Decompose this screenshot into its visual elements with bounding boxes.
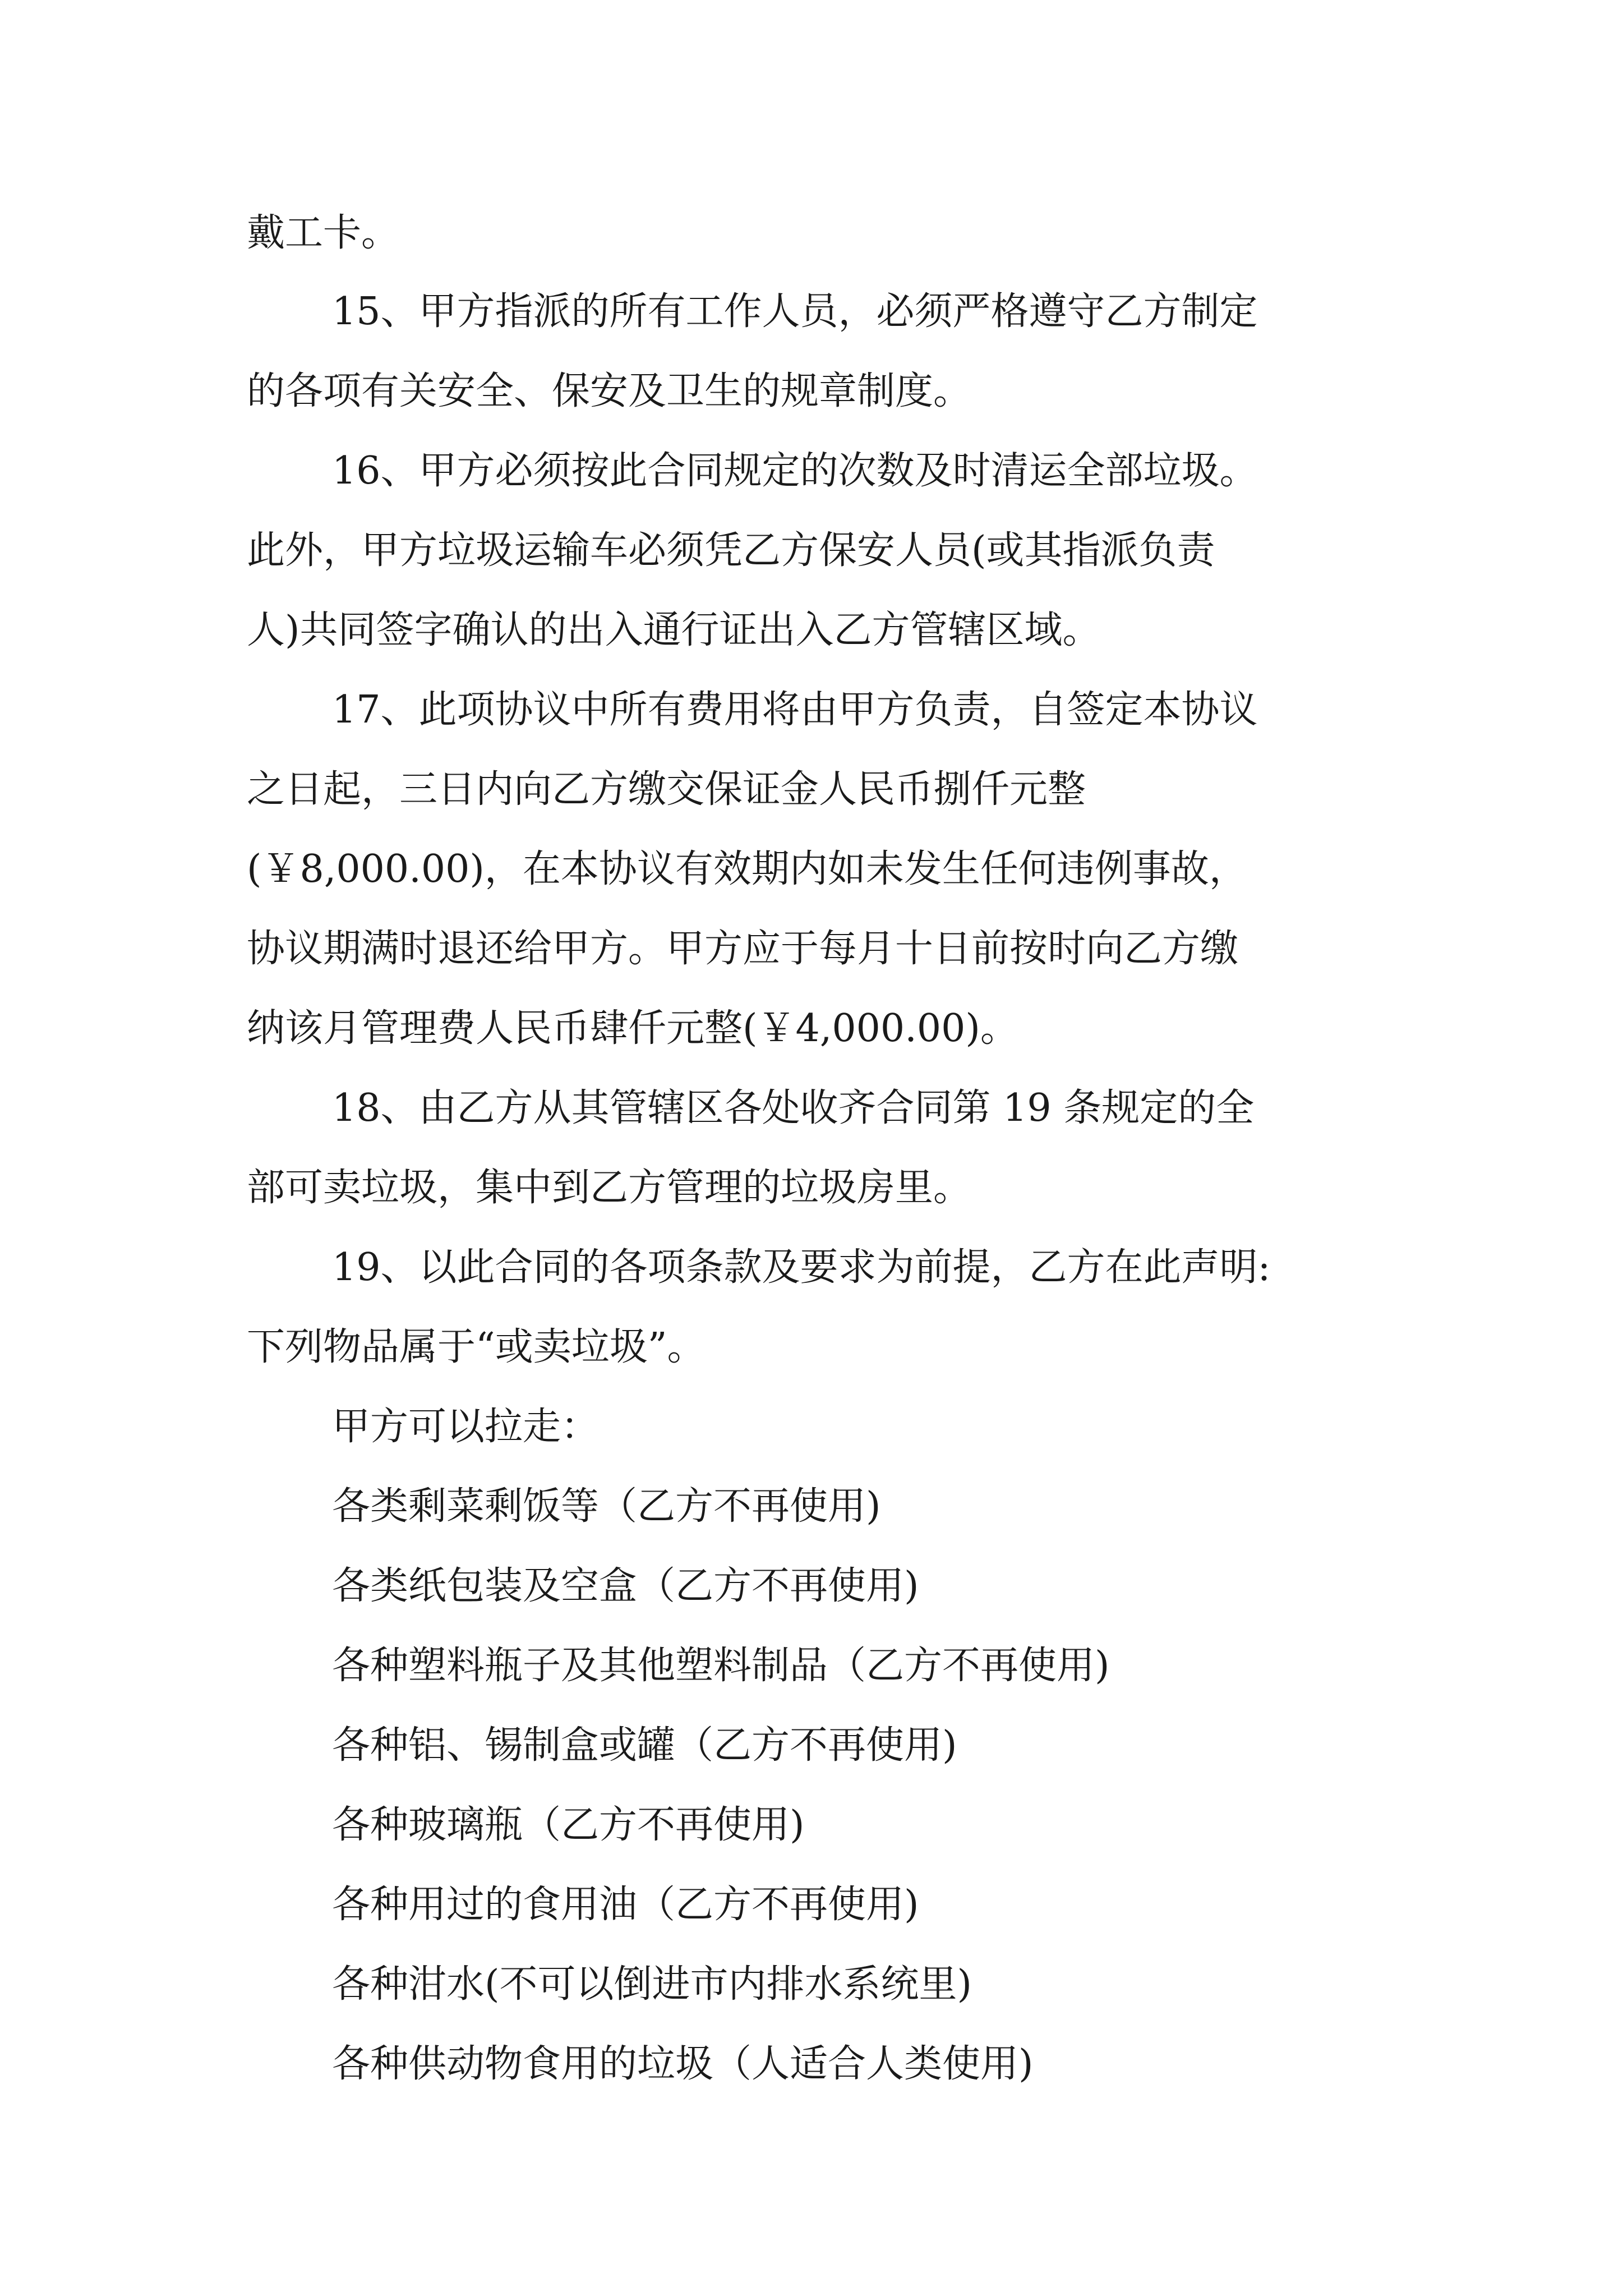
text-line: 各种塑料瓶子及其他塑料制品（乙方不再使用)	[332, 1644, 1110, 1688]
text-line: 各种玻璃瓶（乙方不再使用)	[332, 1803, 805, 1847]
text-line: 各种泔水(不可以倒进市内排水系统里)	[332, 1962, 972, 2007]
text-line: 各种铝、锡制盒或罐（乙方不再使用)	[332, 1723, 957, 1768]
text-line: 下列物品属于“或卖垃圾”。	[247, 1325, 706, 1369]
text-line: 纳该月管理费人民币肆仟元整(￥4,000.00)。	[247, 1006, 1018, 1051]
text-line: 部可卖垃圾，集中到乙方管理的垃圾房里。	[247, 1166, 972, 1210]
text-line: 此外，甲方垃圾运输车必须凭乙方保安人员(或其指派负责	[247, 528, 1215, 573]
text-line: 17、此项协议中所有费用将由甲方负责，自签定本协议	[332, 688, 1258, 732]
text-line: 15、甲方指派的所有工作人员，必须严格遵守乙方制定	[332, 289, 1258, 334]
text-line: 甲方可以拉走：	[332, 1405, 600, 1449]
text-line: 各类剩菜剩饭等（乙方不再使用)	[332, 1484, 881, 1529]
text-line: 18、由乙方从其管辖区各处收齐合同第 19 条规定的全	[332, 1086, 1255, 1130]
text-line: 各种用过的食用油（乙方不再使用)	[332, 1883, 919, 1927]
text-line: 19、以此合同的各项条款及要求为前提，乙方在此声明:	[332, 1245, 1271, 1290]
text-line: (￥8,000.00)，在本协议有效期内如未发生任何违例事故，	[247, 847, 1247, 891]
text-line: 之日起，三日内向乙方缴交保证金人民币捌仟元整	[247, 767, 1086, 812]
text-line: 戴工卡。	[247, 211, 400, 255]
text-line: 各类纸包装及空盒（乙方不再使用)	[332, 1564, 919, 1608]
text-line: 16、甲方必须按此合同规定的次数及时清运全部垃圾。	[332, 449, 1258, 493]
text-line: 各种供动物食用的垃圾（人适合人类使用)	[332, 2042, 1034, 2086]
text-line: 的各项有关安全、保安及卫生的规章制度。	[247, 369, 972, 413]
text-line: 协议期满时退还给甲方。甲方应于每月十日前按时向乙方缴	[247, 927, 1239, 971]
text-line: 人)共同签字确认的出入通行证出入乙方管辖区域。	[247, 608, 1101, 652]
